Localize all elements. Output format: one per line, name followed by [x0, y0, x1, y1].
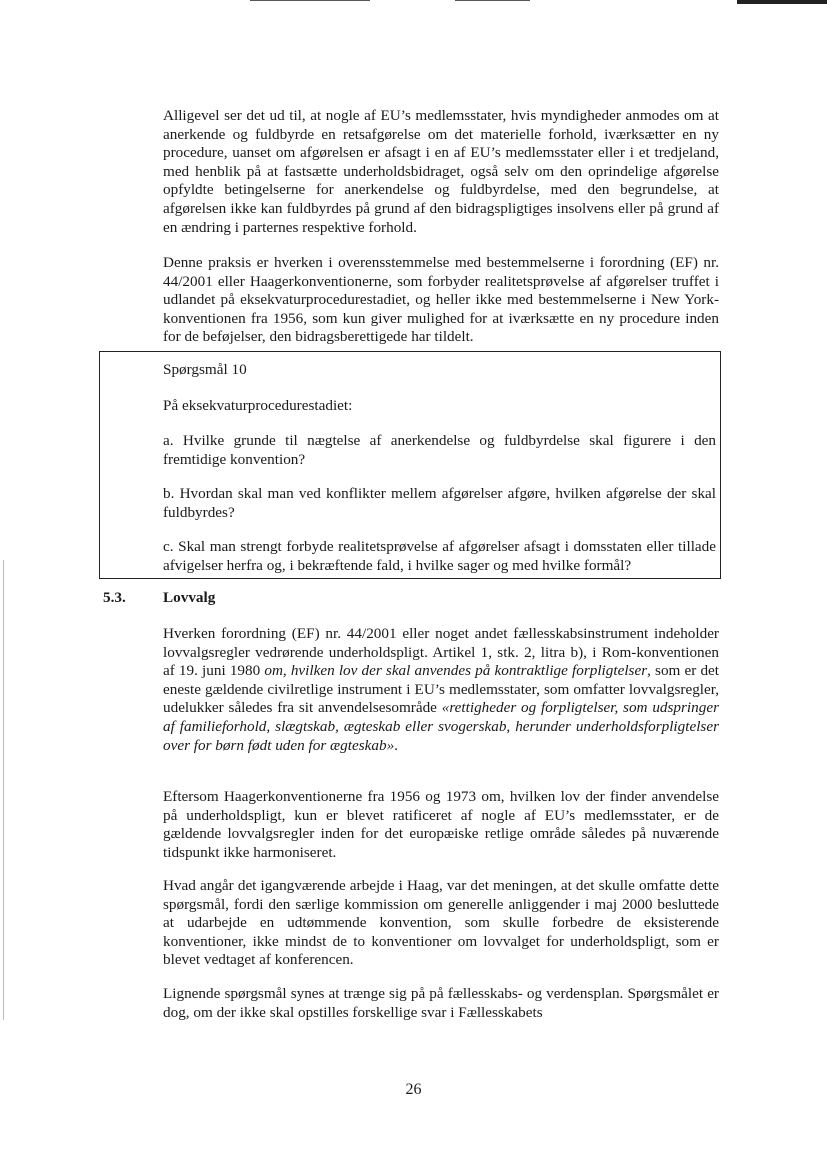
paragraph-4: [163, 788, 719, 862]
paragraph-text: Hvad angår det igangværende arbejde i Haag, var det meningen, at det skulle omfatte dette spørgsmål, fordi den særlige kommission om generelle anliggender i maj 2000 besluttede at udarbejde en udtømmende konvention, som skulle forbedre de eksisterende konventioner, ikke mindst de to konventioner om lovvalget for underholdspligt, som er blevet vedtaget af konferencen.: [163, 877, 719, 969]
question-a: [163, 432, 716, 469]
scan-corner-mark: [737, 0, 827, 4]
paragraph-6: [163, 985, 719, 1022]
paragraph-text: [163, 625, 719, 755]
paragraph-text: Eftersom Haagerkonventionerne fra 1956 og 1973 om, hvilken lov der finder anvendelse på underholdspligt, kun er blevet ratificeret af nogle af EU’s medlemsstater, er de gældende lovvalgsregler inden for det europæiske retlige område således på nuværende tidspunkt ikke harmoniseret.: [163, 788, 719, 861]
question-title: [163, 361, 716, 380]
scan-edge-line: [250, 0, 370, 1]
question-b-text: b. Hvordan skal man ved konflikter mellem afgørelser afgøre, hvilken afgørelse der skal fuldbyrdes?: [163, 485, 716, 521]
section-number: 5.3.: [103, 589, 126, 606]
page-number: 26: [405, 1081, 422, 1098]
paragraph-lovvalg: [163, 625, 719, 755]
paragraph-text: Alligevel ser det ud til, at nogle af EU’s medlemsstater, hvis myndigheder anmodes om at anerkende og fuldbyrde en retsafgørelse om det materielle forhold, iværksætter en ny procedure, uanset om afgørelsen er afsagt i en af EU’s medlemsstater eller i et tredjeland, med henblik på at fastsætte underholdsbidraget, også selv om den oprindelige afgørelse opfyldte betingelserne for anerkendelse og fuldbyrdelse, med den begrundelse, at afgørelsen ikke kan fuldbyrdes på grund af den bidragspligtiges insolvens eller på grund af en ændring i parternes respektive forhold.: [163, 107, 719, 236]
question-intro: [163, 397, 716, 416]
question-title-text: Spørgsmål 10: [163, 361, 247, 378]
question-intro-text: På eksekvaturprocedurestadiet:: [163, 397, 353, 414]
question-c: [163, 538, 716, 575]
italic-text: «rettigheder og forpligtelser, som udspringer af familieforhold, slægtskab, ægteskab eller svogerskab, herunder underholdsforpligtelser over for børn født uden for ægteskab»: [163, 699, 719, 754]
question-box: [99, 351, 721, 579]
paragraph-2: [163, 254, 719, 347]
paragraph-5: [163, 877, 719, 970]
section-title: Lovvalg: [163, 589, 216, 606]
text-span: , som er det eneste gældende civilretlige instrument i EU’s medlemsstater, som omfatter lovvalgsregler, udelukker således fra sit anvendelsesområde: [163, 662, 719, 717]
paragraph-1: [163, 107, 719, 237]
italic-text: om, hvilken lov der skal anvendes på kontraktlige forpligtelser: [264, 662, 648, 680]
question-a-text: a. Hvilke grunde til nægtelse af anerkendelse og fuldbyrdelse skal figurere i den fremtidige konvention?: [163, 432, 716, 468]
paragraph-text: Denne praksis er hverken i overensstemmelse med bestemmelserne i forordning (EF) nr. 44/2001 eller Haagerkonventionerne, som forbyder realitetsprøvelse af afgørelser truffet i udlandet på eksekvaturprocedurestadiet, og heller ikke med bestemmelserne i New York-konventionen fra 1956, som kun giver mulighed for at iværksætte en ny procedure inden for de beføjelser, den bidragsberettigede har tildelt.: [163, 254, 719, 346]
question-c-text: c. Skal man strengt forbyde realitetsprøvelse af afgørelser afsagt i domsstaten eller tillade afvigelser herfra og, i bekræftende fald, i hvilke sager og med hvilke formål?: [163, 538, 716, 574]
text-span: .: [394, 736, 398, 754]
scan-edge-line: [455, 0, 530, 1]
paragraph-text: Lignende spørgsmål synes at trænge sig på på fællesskabs- og verdensplan. Spørgsmålet er dog, om der ikke skal opstilles forskellige svar i Fællesskabets: [163, 985, 719, 1021]
question-b: [163, 485, 716, 522]
text-span: Hverken forordning (EF) nr. 44/2001 eller noget andet fællesskabsinstrument indeholder lovvalgsregler vedrørende underholdspligt. Artikel 1, stk. 2, litra b), i Rom-konventionen af 19. juni 1980: [163, 625, 719, 680]
scan-left-edge: [3, 560, 4, 1020]
